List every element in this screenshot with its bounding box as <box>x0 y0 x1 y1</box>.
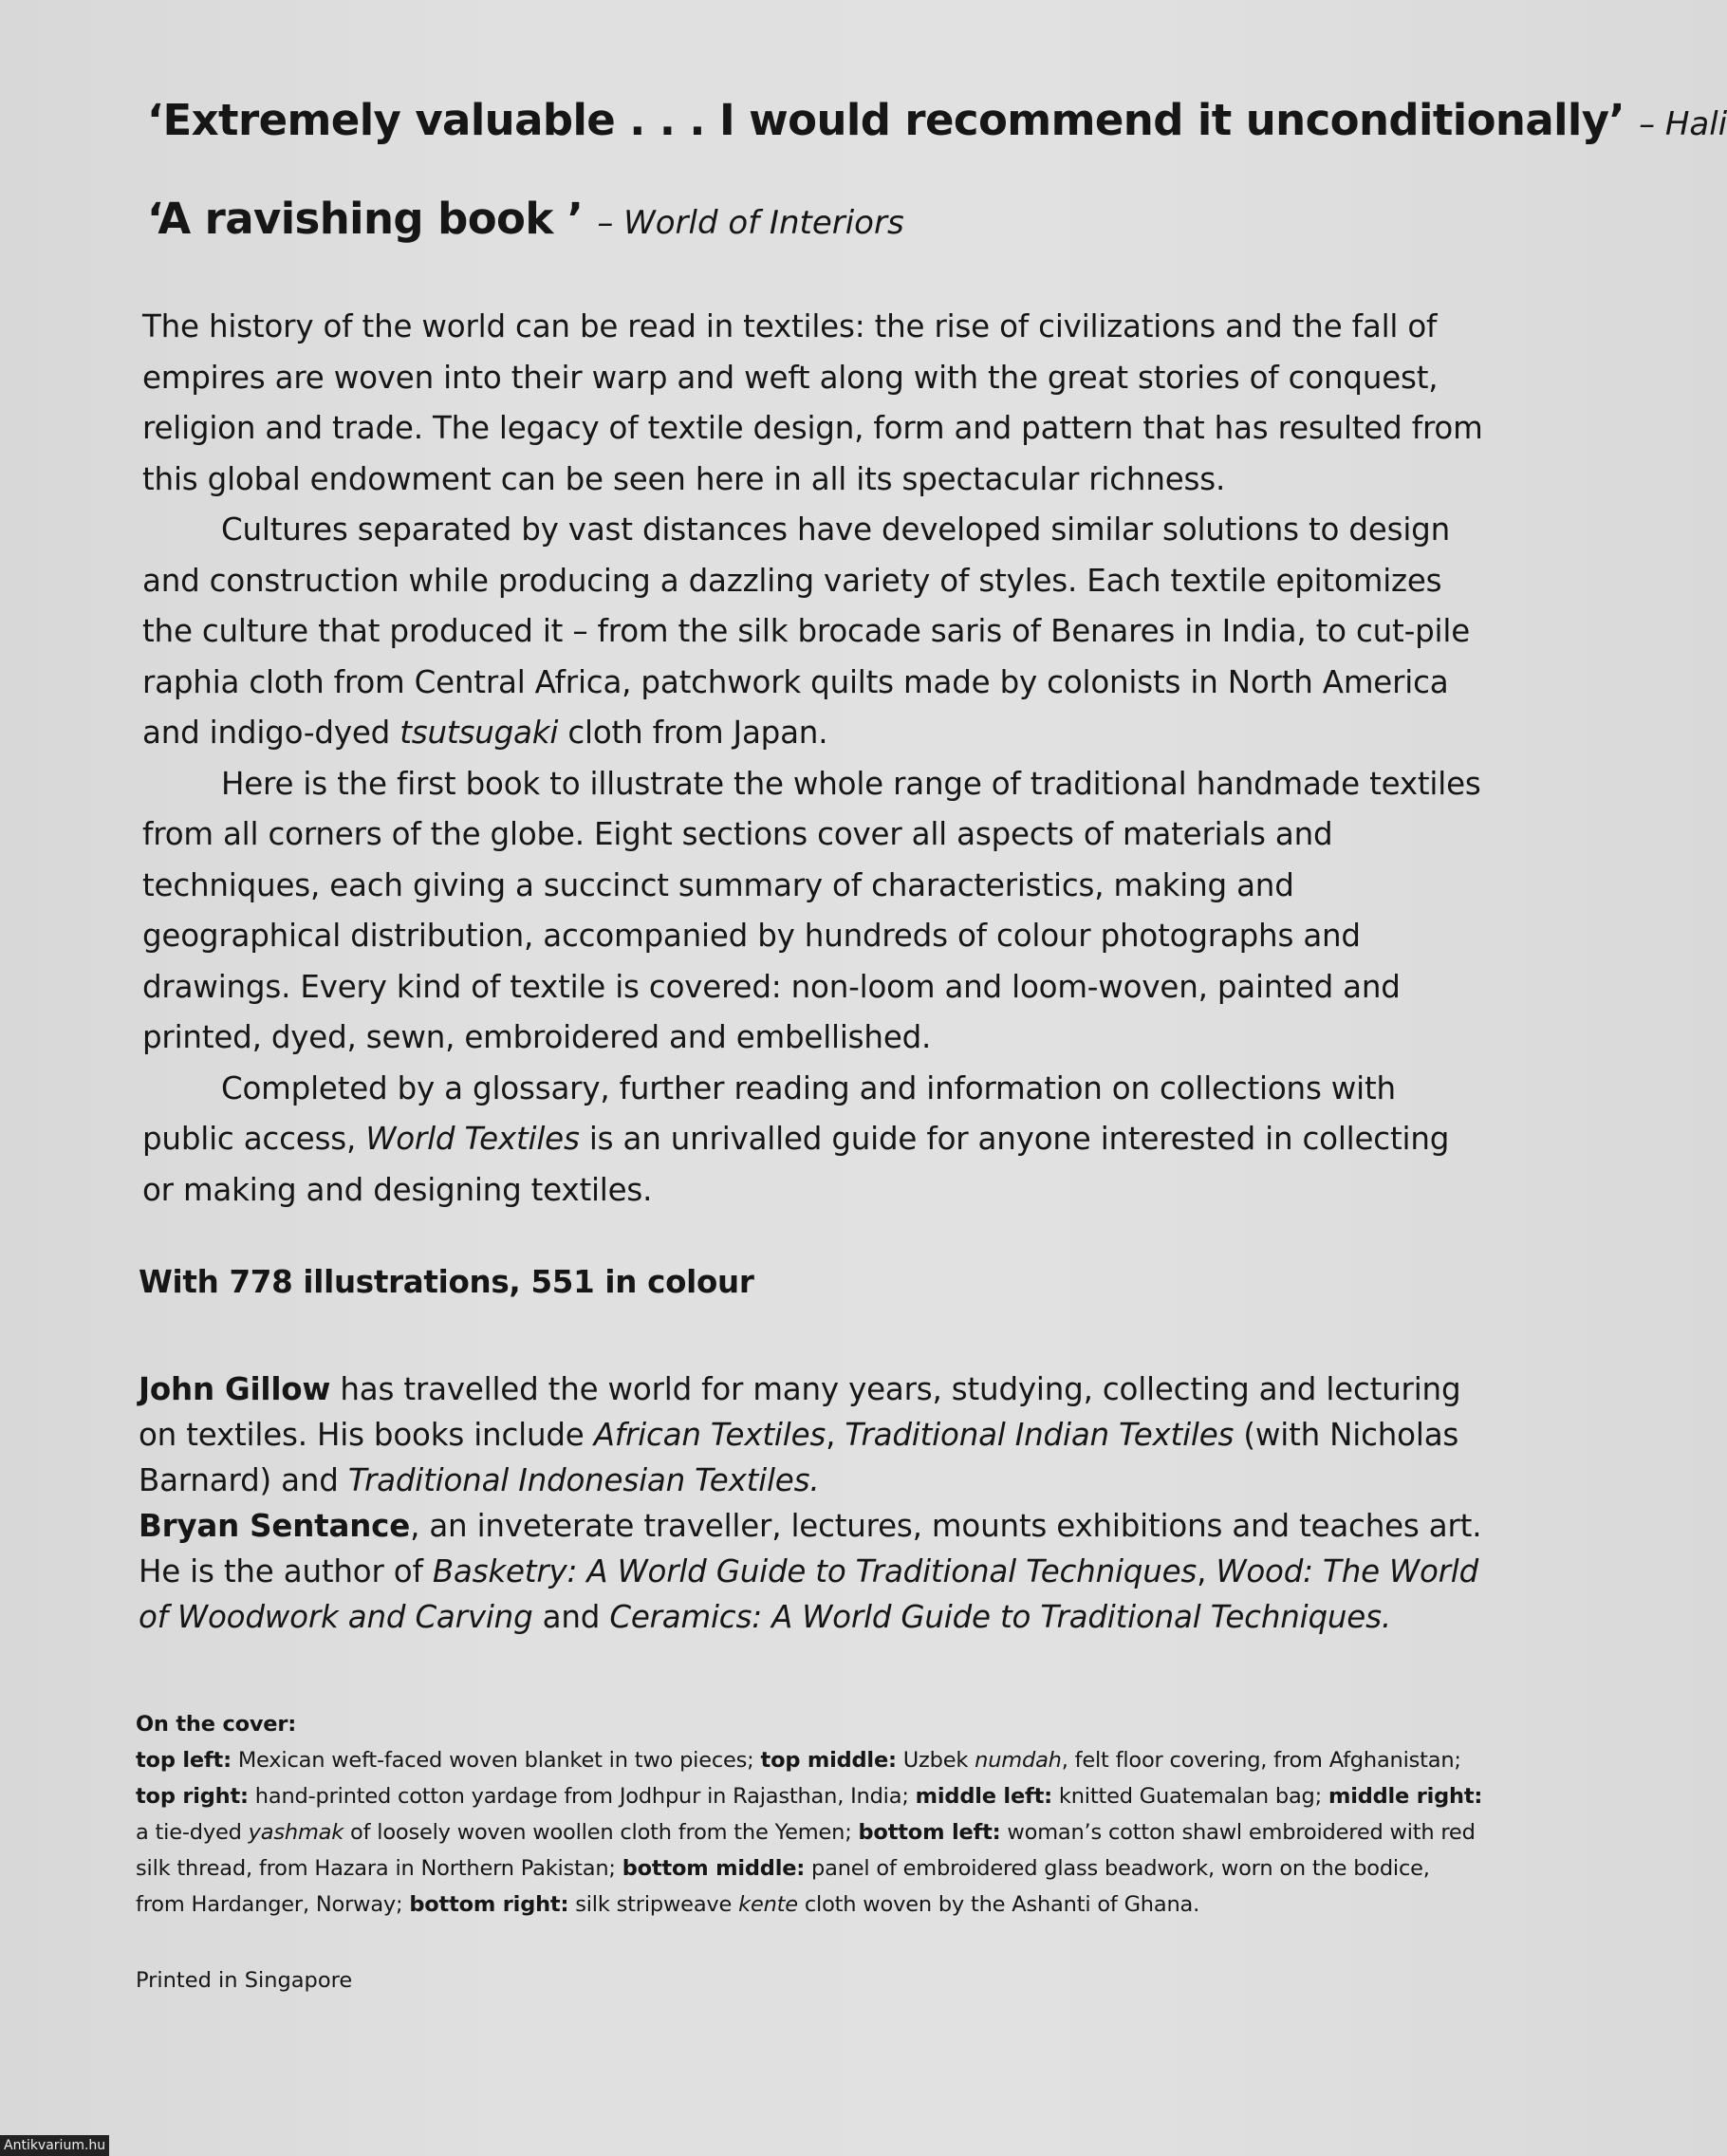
review-source: – World of Interiors <box>597 204 904 242</box>
cover-item: bottom right: silk stripweave kente cloth woven by the Ashanti of Ghana. <box>409 1892 1200 1917</box>
cover-heading: On the cover: <box>136 1712 297 1737</box>
cover-item: bottom left: woman’s cotton shawl embroidered with red silk thread, from Hazara in Northern Pakistan; <box>136 1820 1482 1881</box>
author-name: Bryan Sentance <box>139 1508 411 1544</box>
cover-item: middle left: knitted Guatemalan bag; <box>915 1784 1328 1809</box>
review-quote: ‘Extremely valuable . . . I would recommend it unconditionally’ <box>147 95 1625 145</box>
cover-item: top middle: Uzbek numdah, felt floor covering, from Afghanistan; <box>760 1748 1468 1773</box>
cover-item: bottom middle: panel of embroidered glass beadwork, worn on the bodice, from Hardanger, Norway; <box>136 1856 1437 1917</box>
review-source: – Hali <box>1639 105 1727 143</box>
review-quote: ‘A ravishing book ’ <box>147 194 584 244</box>
cover-item: middle right: a tie-dyed yashmak of loosely woven woollen cloth from the Yemen; <box>136 1784 1490 1845</box>
watermark: Antikvarium.hu <box>0 2135 109 2156</box>
illustration-count: With 778 illustrations, 551 in colour <box>139 1264 754 1300</box>
description-paragraph: Completed by a glossary, further reading and information on collections with public access, World Textiles is an unrivalled guide for anyone interested in collecting or making and designing textiles. <box>142 1069 1450 1208</box>
cover-item: top left: Mexican weft-faced woven blanket in two pieces; <box>136 1748 761 1773</box>
description-paragraph: Here is the first book to illustrate the whole range of traditional handmade textiles from all corners of the globe. Eight sections cover all aspects of materials and techniques, each giving a succinct summary of characteristics, making and geographical distribution, accompanied by hundreds of colour photographs and drawings. Every kind of textile is covered: non-loom and loom-woven, painted and printed, dyed, sewn, embroidered and embellished. <box>142 765 1481 1055</box>
author-bios <box>139 1366 1486 1640</box>
description-paragraph: The history of the world can be read in textiles: the rise of civilizations and the fall of empires are woven into their warp and weft along with the great stories of conquest, religion and trade. The legacy of textile design, form and pattern that has resulted from this global endowment can be seen here in all its spectacular richness. <box>142 308 1483 497</box>
printed-in: Printed in Singapore <box>136 1968 353 1993</box>
description-paragraph: Cultures separated by vast distances have developed similar solutions to design and construction while producing a dazzling variety of styles. Each textile epitomizes the culture that produced it – from the silk brocade saris of Benares in India, to cut-pile raphia cloth from Central Africa, patchwork quilts made by colonists in North America and indigo-dyed tsutsugaki cloth from Japan. <box>142 511 1471 751</box>
cover-description <box>136 1742 1490 1923</box>
review-world-of-interiors <box>147 194 904 244</box>
bio-john-gillow: John Gillow has travelled the world for many years, studying, collecting and lecturing on textiles. His books include African Textiles, Traditional Indian Textiles (with Nicholas Barnard) and Traditional Indonesian Textiles. <box>139 1371 1461 1498</box>
bio-bryan-sentance: Bryan Sentance, an inveterate traveller, lectures, mounts exhibitions and teaches art. He is the author of Basketry: A World Guide to Traditional Techniques, Wood: The World of Woodwork and Carving and Ceramics: A World Guide to Traditional Techniques. <box>139 1508 1482 1635</box>
author-name: John Gillow <box>139 1371 331 1407</box>
cover-credits <box>136 1706 1490 1923</box>
description <box>142 302 1485 1216</box>
cover-item: top right: hand-printed cotton yardage from Jodhpur in Rajasthan, India; <box>136 1784 916 1809</box>
review-hali <box>147 95 1727 145</box>
